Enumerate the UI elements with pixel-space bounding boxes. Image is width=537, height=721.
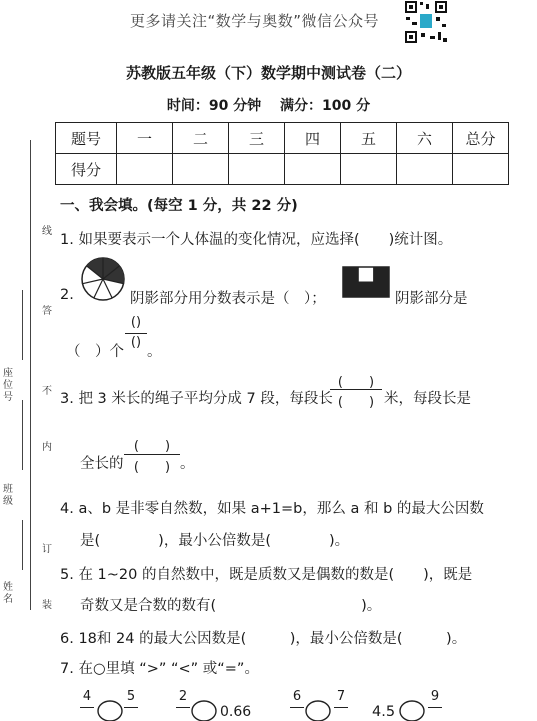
question-4-line-2: 是( )，最小公倍数是( )。 (80, 533, 350, 549)
fraction-numerator: () (130, 315, 142, 330)
question-3-text-b: 米，每段长是 (384, 391, 471, 407)
exam-title: 苏教版五年级（下）数学期中测试卷（二） (125, 64, 411, 82)
fraction-denominator: ( ) (337, 395, 375, 410)
question-7: 7. 在○里填 “>” “<” 或“=”。 (60, 661, 259, 677)
question-2-text-c: （ ）个 (66, 344, 124, 360)
score-input-cell[interactable] (453, 154, 509, 185)
binding-line (30, 140, 31, 610)
fraction-numerator: ( ) (133, 439, 171, 454)
seat-number-label: 座位号 (3, 368, 13, 403)
table-cell: 总分 (453, 123, 509, 154)
fraction-bar (334, 707, 348, 708)
side-mark: 答 (42, 306, 52, 317)
fraction-bar (290, 707, 304, 708)
write-line (22, 400, 23, 470)
table-cell: 四 (285, 123, 341, 154)
shaded-circle-icon (80, 256, 126, 302)
compare-value: 0.66 (220, 704, 252, 720)
question-5-line-2: 奇数又是合数的数有( )。 (80, 598, 382, 614)
score-input-cell[interactable] (117, 154, 173, 185)
side-mark: 订 (42, 544, 52, 555)
fraction-numerator: 2 (178, 689, 188, 704)
question-3-text-c: 全长的 (80, 456, 124, 472)
fraction-denominator: () (130, 335, 142, 350)
write-line (22, 520, 23, 570)
question-2-end: 。 (147, 344, 162, 360)
fraction-bar (330, 389, 382, 390)
score-input-cell[interactable] (341, 154, 397, 185)
section-heading: 一、我会填。(每空 1 分，共 22 分) (60, 198, 298, 214)
question-6: 6. 18和 24 的最大公因数是( )，最小公倍数是( )。 (60, 631, 467, 647)
qr-code-icon (404, 0, 448, 44)
table-cell: 一 (117, 123, 173, 154)
header-promo-text: 更多请关注“数学与奥数”微信公众号 (130, 12, 380, 30)
exam-subtitle: 时间：90 分钟 满分：100 分 (166, 98, 371, 114)
compare-circle-icon[interactable] (304, 697, 332, 721)
score-input-cell[interactable] (173, 154, 229, 185)
fraction-numerator: 5 (126, 689, 136, 704)
question-3-text-a: 3. 把 3 米长的绳子平均分成 7 段，每段长 (60, 391, 333, 407)
table-cell: 得分 (56, 154, 117, 185)
table-row (56, 123, 509, 154)
table-cell: 五 (341, 123, 397, 154)
shaded-grid-icon (342, 266, 390, 298)
class-label: 班级 (3, 484, 13, 507)
fraction-numerator: 9 (430, 689, 440, 704)
question-4-line-1: 4. a、b 是非零自然数，如果 a+1=b，那么 a 和 b 的最大公因数 (60, 501, 484, 517)
compare-circle-icon[interactable] (190, 697, 218, 721)
side-mark: 线 (42, 226, 52, 237)
fraction-bar (80, 707, 94, 708)
side-mark: 不 (42, 386, 52, 397)
side-mark: 内 (42, 442, 52, 453)
table-cell: 六 (397, 123, 453, 154)
compare-value: 4.5 (372, 704, 396, 720)
score-input-cell[interactable] (229, 154, 285, 185)
question-2-text-b: 阴影部分是 (395, 291, 468, 307)
question-1: 1. 如果要表示一个人体温的变化情况，应选择( )统计图。 (60, 232, 453, 248)
name-label: 姓名 (3, 582, 13, 605)
table-row (56, 154, 509, 185)
question-5-line-1: 5. 在 1~20 的自然数中，既是质数又是偶数的数是( )，既是 (60, 567, 473, 583)
fraction-numerator: 4 (82, 689, 92, 704)
fraction-numerator: 6 (292, 689, 302, 704)
fraction-bar (124, 454, 180, 455)
fraction-denominator: ( ) (133, 460, 171, 475)
compare-circle-icon[interactable] (398, 697, 426, 721)
write-line (22, 290, 23, 360)
compare-circle-icon[interactable] (96, 697, 124, 721)
score-input-cell[interactable] (285, 154, 341, 185)
fraction-bar (176, 707, 190, 708)
side-mark: 装 (42, 600, 52, 611)
fraction-bar (125, 333, 147, 334)
table-cell: 题号 (56, 123, 117, 154)
score-table (55, 122, 509, 185)
score-input-cell[interactable] (397, 154, 453, 185)
question-2-number: 2. (60, 287, 74, 303)
fraction-bar (428, 707, 442, 708)
question-3-end: 。 (180, 456, 195, 472)
table-cell: 二 (173, 123, 229, 154)
question-2-text-a: 阴影部分用分数表示是（ ）； (130, 291, 326, 307)
fraction-bar (124, 707, 138, 708)
table-cell: 三 (229, 123, 285, 154)
fraction-numerator: ( ) (337, 375, 375, 390)
fraction-numerator: 7 (336, 689, 346, 704)
